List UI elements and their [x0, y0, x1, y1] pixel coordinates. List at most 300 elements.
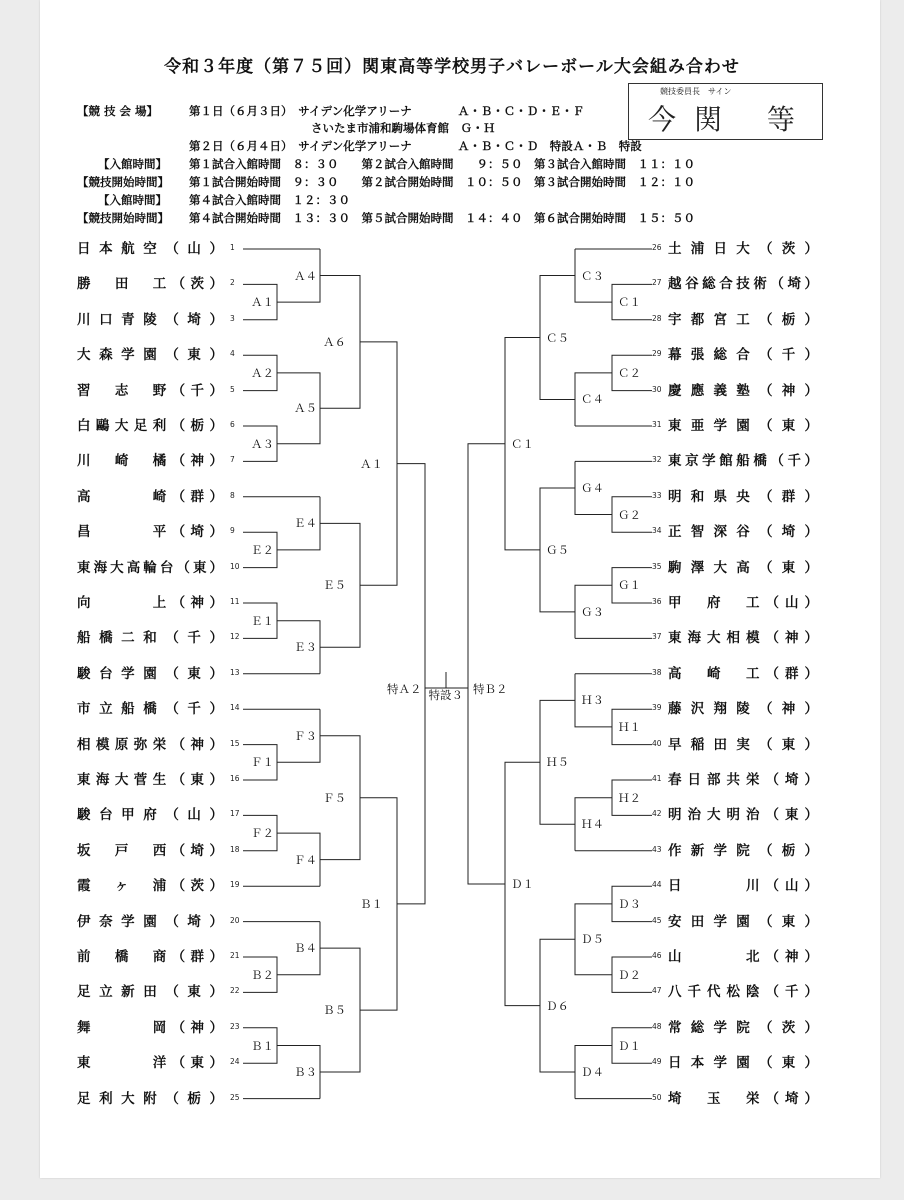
team-name-char: ） — [209, 665, 223, 682]
team-name-char — [134, 842, 148, 860]
team-name — [77, 700, 223, 718]
team-name-char: 崎 — [707, 665, 721, 682]
team-name-char: 大 — [707, 807, 721, 824]
team-name — [77, 665, 223, 683]
team-name — [668, 1090, 818, 1108]
team-name-char — [707, 948, 721, 966]
team-name — [668, 311, 818, 329]
team-name-char: ） — [804, 1019, 818, 1036]
team-name-char: 東 — [781, 559, 796, 576]
match-label: Ｅ４ — [294, 516, 317, 531]
team-name-char: 深 — [713, 524, 727, 541]
team-name-char: 應 — [690, 382, 705, 399]
team-name-char: 大 — [736, 241, 750, 257]
team-name-char: 駒 — [668, 559, 682, 576]
team-name-char: 埼 — [190, 842, 205, 859]
match-label: Ｅ２ — [251, 542, 274, 557]
team-name-char: 船 — [121, 701, 135, 718]
team-name-char: 向 — [77, 595, 91, 611]
team-name — [77, 417, 223, 435]
team-name-char — [134, 452, 148, 470]
draw-number: 31 — [652, 420, 662, 429]
match-label: Ｅ５ — [323, 578, 346, 593]
team-name-char: 舞 — [77, 1019, 91, 1036]
team-name-char: 学 — [713, 1019, 727, 1036]
team-name — [668, 665, 818, 683]
page-title: 令和３年度（第７５回）関東高等学校男子バレーボール大会組み合わせ — [164, 57, 740, 77]
team-name-char: 学 — [713, 913, 727, 930]
team-name-char: 相 — [726, 630, 740, 647]
draw-number: 39 — [652, 703, 662, 713]
team-name-char: 常 — [668, 1019, 682, 1036]
team-name-char: ） — [209, 807, 223, 824]
team-name-char: 模 — [746, 630, 760, 647]
draw-number: 7 — [230, 455, 235, 465]
team-name-char: 附 — [143, 1090, 157, 1107]
team-name-char: 稲 — [690, 736, 705, 753]
team-name-char — [115, 1019, 129, 1037]
team-name-char: （ — [171, 595, 186, 611]
team-name-char: 学 — [121, 347, 135, 364]
team-name — [668, 877, 818, 895]
team-name-char: ） — [804, 984, 818, 1001]
team-name-char: ） — [209, 630, 223, 647]
match-label: Ｇ３ — [581, 604, 604, 619]
team-name-char: 東 — [785, 807, 799, 824]
team-name — [77, 1090, 223, 1108]
team-name-char: 高 — [736, 559, 750, 576]
team-name — [668, 736, 818, 754]
team-name-char: ） — [209, 913, 223, 930]
draw-number: 19 — [230, 880, 240, 890]
match-label: Ｈ３ — [581, 693, 604, 708]
team-name-char: 埼 — [187, 311, 201, 328]
team-name-char: （ — [165, 1090, 179, 1107]
draw-number: 1 — [230, 243, 235, 252]
team-name-char: （ — [759, 559, 773, 576]
info-line: 第１試合入館時間 ８：３０ 第２試合入館時間 ９：５０ 第３試合入館時間 １１：１０ — [189, 157, 695, 171]
team-name-char: ） — [804, 913, 818, 930]
info-label-entry: 【入館時間】 — [98, 193, 167, 207]
info-line: 第１試合開始時間 ９：３０ 第２試合開始時間 １０：５０ 第３試合開始時間 １２：１０ — [189, 175, 695, 189]
team-name-char: 大 — [713, 559, 727, 576]
team-name-char: 千 — [781, 347, 796, 364]
team-name-char: （ — [171, 382, 186, 399]
draw-number: 11 — [230, 597, 240, 606]
team-name-char: 実 — [736, 736, 750, 753]
team-name-char: 神 — [190, 595, 205, 611]
team-name-char: 越 — [668, 276, 682, 293]
team-name — [77, 311, 223, 329]
draw-number: 16 — [230, 774, 240, 783]
team-name-char: 技 — [736, 276, 750, 293]
draw-number: 44 — [652, 880, 662, 890]
team-name-char: 高 — [668, 665, 682, 682]
team-name-char: 玉 — [707, 1090, 721, 1107]
team-name-char — [96, 488, 110, 506]
team-name-char — [96, 594, 110, 612]
team-name-char: 栃 — [781, 311, 796, 328]
team-name-char: ） — [209, 595, 223, 611]
team-name-char: 明 — [668, 807, 682, 824]
team-name-char: 府 — [707, 595, 721, 611]
team-name-char — [96, 842, 110, 860]
team-name-char: 宇 — [668, 311, 682, 328]
team-name-char: 大 — [707, 630, 721, 647]
team-name-char: ） — [209, 701, 223, 718]
team-name-char: 正 — [668, 524, 682, 541]
info-line: 第４試合開始時間 １３：３０ 第５試合開始時間 １４：４０ 第６試合開始時間 １５：５０ — [189, 211, 695, 225]
team-name — [77, 523, 223, 541]
team-name-char: 栃 — [187, 1090, 201, 1107]
team-name-char: （ — [171, 949, 186, 965]
team-name-char: 模 — [95, 736, 110, 753]
team-name-char: （ — [171, 878, 186, 895]
draw-number: 18 — [230, 844, 240, 854]
team-name-char: （ — [165, 630, 179, 647]
team-name-char: 神 — [781, 701, 796, 718]
match-label: Ｂ４ — [294, 941, 317, 956]
match-label: Ｂ５ — [323, 1003, 346, 1018]
match-label: Ｃ３ — [581, 268, 604, 283]
team-name-char: 日 — [713, 241, 727, 257]
info-line: さいたま市浦和駒場体育館 Ｇ・Ｈ — [311, 121, 495, 135]
team-name-char: （ — [765, 595, 779, 611]
team-name-char: （ — [759, 311, 773, 328]
team-name-char: 共 — [726, 772, 740, 788]
team-name-char: 工 — [736, 311, 750, 328]
draw-number: 26 — [652, 243, 662, 252]
team-name-char: （ — [765, 630, 779, 647]
team-name-char: 大 — [114, 772, 129, 788]
draw-number: 22 — [230, 986, 240, 996]
team-name-char: 北 — [746, 949, 760, 965]
team-name — [668, 948, 818, 966]
team-name-char — [115, 523, 129, 541]
team-name-char: 京 — [685, 453, 699, 470]
match-label: Ｆ２ — [251, 826, 274, 841]
team-name-char: 幕 — [668, 347, 682, 364]
match-label: Ｃ１ — [618, 295, 641, 310]
team-name-char: 大 — [110, 559, 124, 576]
team-name-char: 大 — [121, 1090, 135, 1107]
draw-number: 35 — [652, 561, 662, 571]
team-name-char: 川 — [77, 453, 91, 470]
team-name-char: 工 — [746, 595, 760, 611]
team-name-char: 海 — [93, 559, 108, 576]
draw-number: 14 — [230, 703, 240, 713]
match-label: 特Ａ２ — [387, 682, 422, 696]
draw-number: 17 — [230, 809, 240, 819]
team-name-char: （ — [759, 488, 773, 505]
info-label-start: 【競技開始時間】 — [77, 211, 169, 225]
team-name-char: 山 — [187, 241, 201, 257]
info-label-venue: 【競 技 会 場】 — [77, 104, 159, 118]
team-name-char: （ — [171, 453, 186, 470]
draw-number: 48 — [652, 1021, 662, 1031]
team-name-char: 台 — [159, 559, 174, 576]
team-name-char: ） — [804, 347, 818, 364]
team-name-char: 橋 — [753, 453, 767, 470]
team-name-char: 二 — [121, 630, 135, 647]
draw-number: 23 — [230, 1021, 240, 1031]
team-name-char: 群 — [781, 488, 796, 505]
team-name-char: ） — [209, 488, 223, 505]
team-name-char — [96, 877, 110, 895]
team-name-char: ） — [804, 488, 818, 505]
team-name-char: ） — [209, 276, 223, 293]
team-name-char: （ — [171, 1055, 186, 1072]
team-name — [668, 1054, 818, 1072]
team-name-char: 合 — [736, 347, 750, 364]
match-label: Ｆ４ — [294, 852, 317, 867]
team-name-char: 坂 — [77, 842, 91, 859]
team-name-char: 田 — [114, 276, 129, 293]
team-name-char: ） — [209, 453, 223, 470]
team-name-char: 東 — [187, 984, 201, 1001]
match-label: Ｃ５ — [546, 330, 569, 345]
team-name-char: 園 — [143, 913, 157, 930]
team-name-char: 千 — [187, 630, 201, 647]
team-name-char: 台 — [99, 665, 113, 682]
team-name-char: ） — [804, 241, 818, 257]
match-label: Ｃ１ — [511, 436, 534, 451]
team-name-char: 神 — [785, 949, 799, 965]
team-name — [668, 771, 818, 789]
team-name-char: 総 — [713, 347, 727, 364]
draw-number: 6 — [230, 420, 235, 429]
draw-number: 10 — [230, 561, 240, 571]
team-name-char: 船 — [736, 453, 750, 470]
team-name — [668, 417, 818, 435]
draw-number: 49 — [652, 1057, 662, 1067]
team-name-char: 土 — [668, 241, 682, 257]
match-label: Ａ５ — [294, 401, 317, 416]
team-name-char: 宮 — [713, 311, 727, 328]
info-line: 第２日（６月４日） サイデン化学アリーナ Ａ・Ｂ・Ｃ・Ｄ 特設Ａ・Ｂ 特設 — [189, 139, 642, 153]
team-name-char: 伊 — [77, 913, 91, 930]
team-name-char: （ — [171, 524, 186, 541]
team-name-char: 高 — [126, 559, 141, 576]
team-name-char: （ — [171, 276, 186, 293]
team-name-char — [707, 877, 721, 895]
match-label: Ｄ１ — [511, 876, 534, 891]
team-name — [77, 488, 223, 506]
team-name-char: （ — [165, 241, 179, 257]
team-name — [77, 1054, 223, 1072]
draw-number: 12 — [230, 632, 240, 642]
match-label: Ｄ４ — [581, 1065, 604, 1080]
draw-number: 40 — [652, 738, 662, 748]
team-name-char: （ — [759, 913, 773, 930]
team-name — [668, 1019, 818, 1037]
team-name-char — [688, 877, 702, 895]
team-name-char: （ — [759, 524, 773, 541]
team-name-char: 大 — [114, 418, 129, 434]
team-name-char — [134, 275, 148, 293]
team-name-char: 澤 — [690, 559, 705, 576]
team-name — [77, 736, 223, 754]
draw-number: 3 — [230, 313, 235, 323]
team-name-char: 菅 — [133, 772, 148, 788]
draw-number: 28 — [652, 313, 662, 323]
team-name-char: （ — [171, 488, 186, 505]
team-name-char: 園 — [736, 913, 750, 930]
team-name-char — [115, 1054, 129, 1072]
team-name-char — [727, 594, 741, 612]
team-name-char: 塾 — [736, 382, 750, 399]
team-name-char: 千 — [187, 701, 201, 718]
team-name-char: 東 — [77, 559, 91, 576]
team-name — [77, 240, 223, 258]
team-name-char: 慶 — [668, 382, 682, 399]
team-name-char: （ — [759, 701, 773, 718]
team-name-char: 埼 — [668, 1090, 682, 1107]
team-name-char: 洋 — [152, 1055, 167, 1072]
team-name-char: 春 — [668, 772, 682, 788]
team-name-char: ） — [804, 524, 818, 541]
team-name-char — [96, 382, 110, 400]
team-name-char: 神 — [190, 736, 205, 753]
team-name-char: 学 — [121, 913, 135, 930]
team-name — [668, 629, 818, 647]
team-name-char: 東 — [781, 1055, 796, 1072]
team-name-char: （ — [765, 807, 779, 824]
team-name-char: ） — [209, 559, 223, 576]
match-label: Ｂ１ — [360, 896, 383, 911]
team-name-char: 生 — [152, 772, 167, 788]
team-name-char: （ — [165, 984, 179, 1001]
team-name-char: 日 — [668, 878, 682, 895]
team-name-char: ） — [209, 418, 223, 434]
match-label: Ｄ３ — [618, 896, 641, 911]
team-name-char: 院 — [736, 1019, 750, 1036]
team-name-char: 群 — [785, 665, 799, 682]
team-name — [77, 806, 223, 824]
team-name-char: ） — [804, 1055, 818, 1072]
team-name-char: 術 — [753, 276, 767, 293]
team-name — [77, 983, 223, 1001]
team-name-char: （ — [171, 1019, 186, 1036]
team-name-char: 松 — [726, 984, 740, 1001]
draw-number: 50 — [652, 1092, 662, 1102]
team-name-char — [134, 1054, 148, 1072]
team-name-char — [96, 1054, 110, 1072]
team-name-char: 白 — [77, 418, 91, 434]
team-name-char — [134, 877, 148, 895]
team-name-char — [96, 1019, 110, 1037]
draw-number: 20 — [230, 915, 240, 925]
team-name-char: 本 — [690, 1055, 705, 1072]
match-label: Ａ３ — [251, 436, 274, 451]
match-label: Ｅ３ — [294, 640, 317, 655]
team-name-char: 船 — [77, 630, 91, 647]
team-name-char: 田 — [713, 736, 727, 753]
team-name-char: （ — [165, 665, 179, 682]
team-name-char: 上 — [152, 595, 167, 611]
team-name-char — [134, 1019, 148, 1037]
team-name — [77, 452, 223, 470]
team-name-char: 利 — [99, 1090, 113, 1107]
team-name-char: （ — [171, 418, 186, 434]
match-label: Ｆ１ — [251, 755, 274, 770]
team-name-char: 甲 — [121, 807, 135, 824]
draw-number: 9 — [230, 526, 235, 536]
info-line: 第４試合入館時間 １２：３０ — [189, 193, 350, 207]
team-name-char: 東 — [77, 1055, 91, 1072]
team-name-char: 栄 — [152, 736, 167, 753]
match-label: Ｆ３ — [294, 728, 317, 743]
team-name-char: ） — [804, 630, 818, 647]
draw-number: 24 — [230, 1057, 240, 1067]
team-name-char: 足 — [77, 1090, 91, 1107]
draw-number: 15 — [230, 738, 240, 748]
team-name-char: ） — [804, 807, 818, 824]
team-name-char: 沢 — [690, 701, 705, 718]
team-name — [668, 559, 818, 577]
team-name-char: ヶ — [114, 878, 129, 895]
team-name-char: ） — [209, 347, 223, 364]
team-name — [668, 594, 818, 612]
team-name-char: 商 — [152, 949, 167, 965]
draw-number: 8 — [230, 490, 235, 500]
team-name-char: 安 — [668, 913, 682, 930]
team-name-char: 浦 — [152, 878, 167, 895]
team-name-char: 学 — [121, 665, 135, 682]
team-name — [668, 275, 818, 293]
team-name-char: 前 — [77, 949, 91, 965]
team-name — [668, 452, 818, 470]
team-name-char: 浦 — [690, 241, 705, 257]
team-name — [77, 913, 223, 931]
team-name-char — [134, 382, 148, 400]
team-name-char: （ — [165, 913, 179, 930]
team-name-char: ） — [804, 949, 818, 965]
team-name-char: （ — [759, 347, 773, 364]
team-name-char — [134, 488, 148, 506]
match-label: Ａ１ — [251, 295, 274, 310]
team-name — [668, 806, 818, 824]
match-label: Ｂ２ — [251, 967, 274, 982]
team-name-char: 総 — [702, 276, 716, 293]
team-name-char: 陰 — [746, 984, 760, 1001]
team-name-char — [134, 594, 148, 612]
team-name-char: 園 — [736, 1055, 750, 1072]
team-name-char: 山 — [187, 807, 201, 824]
team-name-char: 日 — [687, 772, 701, 788]
draw-number: 2 — [230, 278, 235, 288]
team-name-char: 合 — [719, 276, 733, 293]
team-name-char: ） — [804, 736, 818, 753]
match-label: Ｈ５ — [546, 755, 569, 770]
draw-number: 45 — [652, 915, 662, 925]
team-name-char: 群 — [190, 488, 205, 505]
team-name-char: 学 — [713, 418, 727, 434]
team-name-char: （ — [759, 1055, 773, 1072]
team-name-char: 利 — [152, 418, 167, 434]
team-name-char: 空 — [143, 241, 157, 257]
team-name-char — [688, 665, 702, 683]
team-name-char: 県 — [713, 488, 727, 505]
team-name-char: （ — [759, 382, 773, 399]
team-name-char: 総 — [690, 1019, 705, 1036]
team-name-char: 日 — [668, 1055, 682, 1072]
team-name-char: ） — [209, 842, 223, 859]
team-name-char: 本 — [99, 241, 113, 257]
team-name — [668, 913, 818, 931]
team-name-char: 館 — [719, 453, 733, 470]
team-name-char: 千 — [785, 984, 799, 1001]
